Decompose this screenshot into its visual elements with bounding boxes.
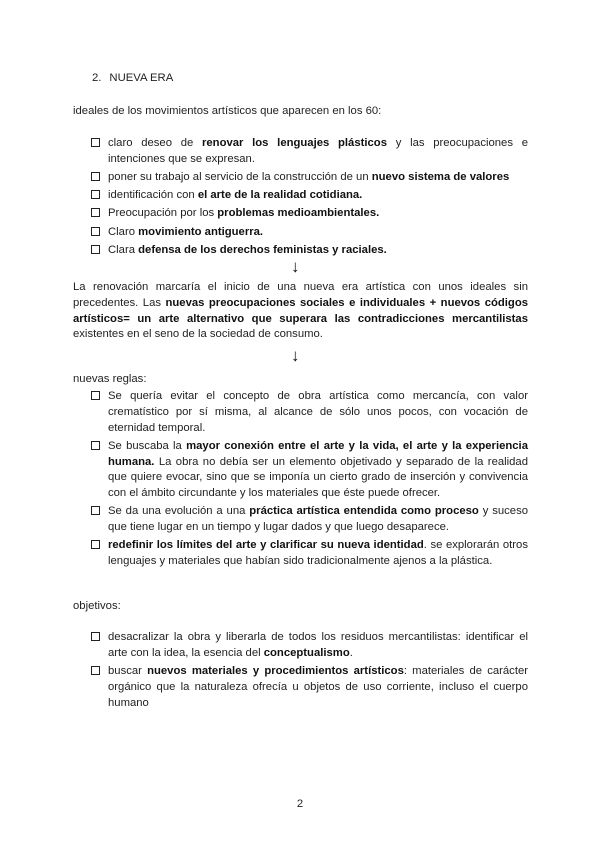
checkbox-icon (91, 190, 100, 199)
checkbox-icon (91, 208, 100, 217)
down-arrow-icon: ↓ (291, 257, 300, 276)
list-item: poner su trabajo al servicio de la construcción de un nuevo sistema de valores (91, 170, 528, 186)
down-arrow-icon: ↓ (291, 346, 300, 365)
checkbox-icon (91, 245, 100, 254)
section-title: NUEVA ERA (109, 72, 174, 84)
checkbox-icon (91, 391, 100, 400)
reglas-list (91, 389, 528, 572)
list-item: Preocupación por los problemas medioambientales. (91, 206, 528, 222)
list-item: redefinir los límites del arte y clarificar su nueva identidad. se explorarán otros lenguajes y materiales que habían sido tradicionalmente ajenos a la plástica. (91, 538, 528, 570)
section-number: 2. (92, 72, 102, 84)
checkbox-icon (91, 138, 100, 147)
list-item: desacralizar la obra y liberarla de todos los residuos mercantilistas: identificar el arte con la idea, la esencia del conceptualismo. (91, 630, 528, 662)
renovacion-paragraph: La renovación marcaría el inicio de una nueva era artística con unos ideales sin precedentes. Las nuevas preocupaciones sociales e individuales + nuevos códigos artísticos= un arte alternativo que superara las contradicciones mercantilistas existentes en el seno de la sociedad de consumo. (73, 281, 528, 341)
list-item: claro deseo de renovar los lenguajes plásticos y las preocupaciones e intenciones que se expresan. (91, 136, 528, 168)
ideals-intro: ideales de los movimientos artísticos que aparecen en los 60: (73, 105, 382, 117)
checkbox-icon (91, 632, 100, 641)
section-heading (92, 72, 173, 84)
list-item: Se quería evitar el concepto de obra artística como mercancía, con valor crematístico por sí misma, al alcance de sólo unos pocos, con vocación de eternidad temporal. (91, 389, 528, 436)
checkbox-icon (91, 666, 100, 675)
list-item: Clara defensa de los derechos feministas y raciales. (91, 243, 528, 259)
list-item: buscar nuevos materiales y procedimientos artísticos: materiales de carácter orgánico que la naturaleza ofrecía u objetos de uso corriente, incluso el cuerpo humano (91, 664, 528, 711)
list-item: identificación con el arte de la realidad cotidiana. (91, 188, 528, 204)
reglas-label: nuevas reglas: (73, 373, 147, 385)
list-item: Se da una evolución a una práctica artística entendida como proceso y suceso que tiene lugar en un tiempo y lugar dados y que luego desaparece. (91, 504, 528, 536)
checkbox-icon (91, 441, 100, 450)
checkbox-icon (91, 172, 100, 181)
objetivos-label: objetivos: (73, 600, 121, 612)
checkbox-icon (91, 506, 100, 515)
list-item: Se buscaba la mayor conexión entre el arte y la vida, el arte y la experiencia humana. La obra no debía ser un elemento objetivado y separado de la realidad que quiere evocar, sino que se imponía un cierto grado de inserción y convivencia con el ámbito circundante y los materiales que éste puede ofrecer. (91, 439, 528, 502)
list-item: Claro movimiento antiguerra. (91, 225, 528, 241)
checkbox-icon (91, 227, 100, 236)
page-number: 2 (296, 798, 304, 810)
checkbox-icon (91, 540, 100, 549)
objetivos-list (91, 630, 528, 714)
ideals-list (91, 136, 528, 261)
